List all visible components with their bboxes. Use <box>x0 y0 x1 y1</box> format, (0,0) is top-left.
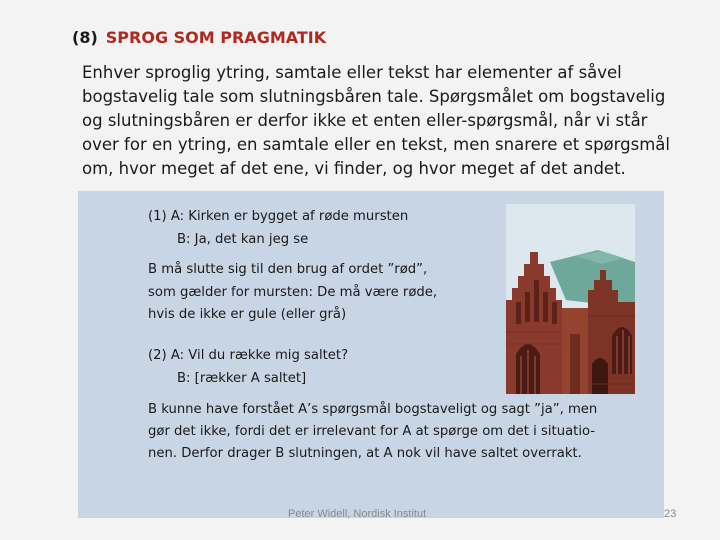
church-photo <box>506 204 635 394</box>
intro-line: bogstavelig tale som slutningsbåren tale. Spørgsmålet om bogstavelig <box>82 87 666 106</box>
intro-line: over for en ytring, en samtale eller en tekst, men snarere et spørgsmål <box>82 135 670 154</box>
example2-line-a: (2) A: Vil du række mig saltet? <box>148 348 349 363</box>
footer-author: Peter Widell, Nordisk Institut <box>288 508 427 520</box>
intro-line: og slutningsbåren er derfor ikke et enten eller-spørgsmål, når vi står <box>82 111 648 130</box>
example1-explanation-line: B må slutte sig til den brug af ordet ”rød”, <box>148 262 428 277</box>
example2-line-b: B: [rækker A saltet] <box>177 371 307 386</box>
example1-line-a: (1) A: Kirken er bygget af røde mursten <box>148 209 409 224</box>
example1-line-b: B: Ja, det kan jeg se <box>177 232 309 247</box>
example2-explanation-line: B kunne have forstået A’s spørgsmål bogstaveligt og sagt ”ja”, men <box>148 402 598 417</box>
intro-paragraph <box>82 61 682 181</box>
page-number: 23 <box>664 508 677 520</box>
example2-explanation-line: nen. Derfor drager B slutningen, at A nok vil have saltet overrakt. <box>148 446 582 461</box>
intro-line: om, hvor meget af det ene, vi finder, og hvor meget af det andet. <box>82 159 626 178</box>
example1-explanation-line: hvis de ikke er gule (eller grå) <box>148 307 347 322</box>
heading-title: SPROG SOM PRAGMATIK <box>105 28 327 47</box>
heading-number: (8) <box>72 28 98 47</box>
church-building-icon <box>506 204 635 394</box>
example2-explanation-line: gør det ikke, fordi det er irrelevant for A at spørge om det i situatio- <box>148 424 596 439</box>
example1-explanation-line: som gælder for mursten: De må være røde, <box>148 285 438 300</box>
intro-line: Enhver sproglig ytring, samtale eller tekst har elementer af såvel <box>82 63 622 82</box>
slide-heading <box>72 27 326 49</box>
